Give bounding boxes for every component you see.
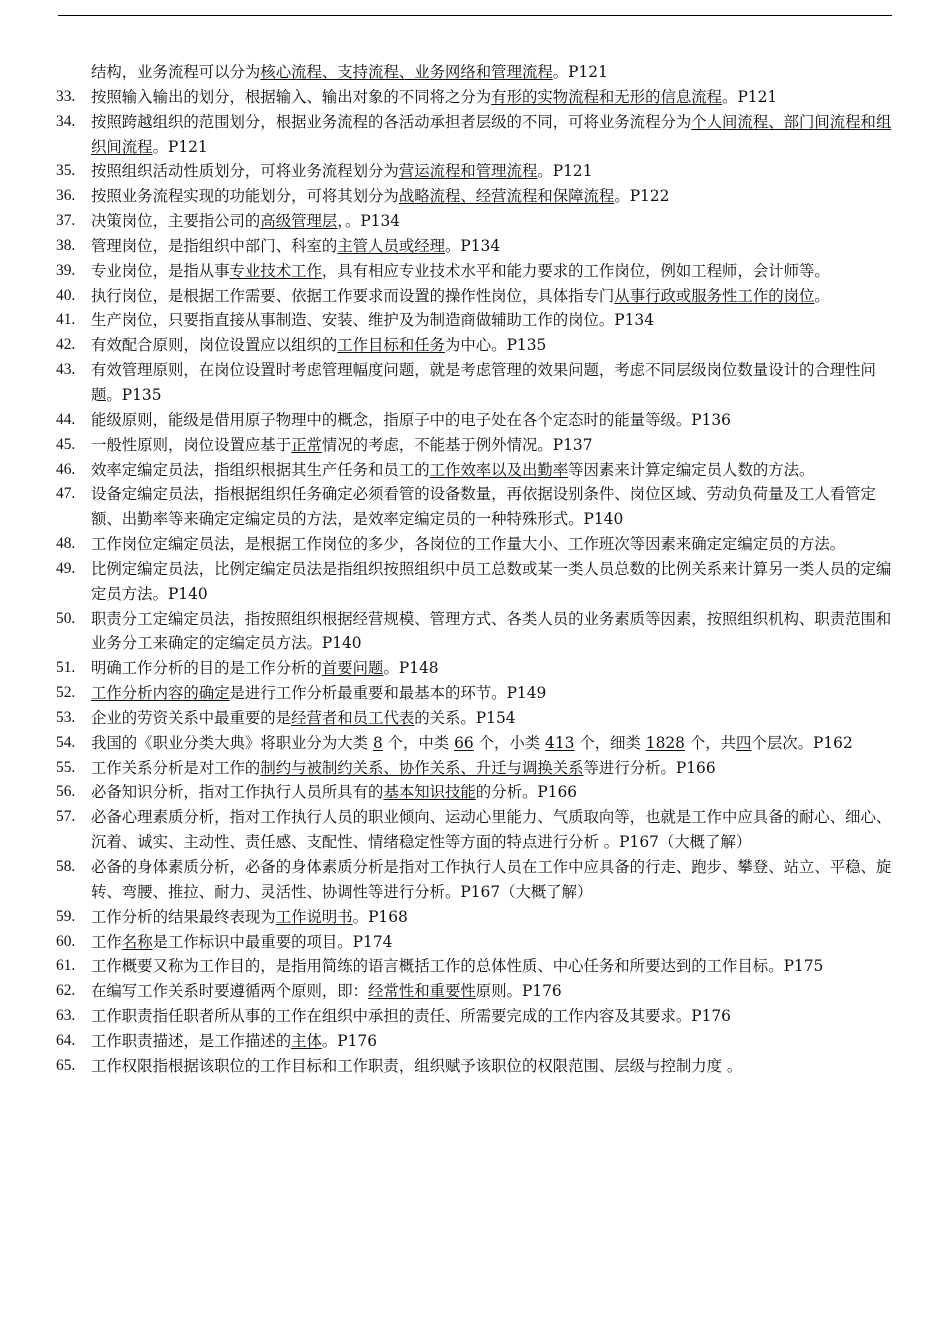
list-item bbox=[0, 979, 950, 1004]
text-segment: 的关系。P154 bbox=[414, 708, 516, 727]
item-number: 39. bbox=[56, 261, 76, 279]
list-item bbox=[0, 1029, 950, 1054]
text-segment: 职责分工定编定员法，指按照组织根据经营规模、管理方式、各类人员的业务素质等因素，按照组织机构、职责范围和业务分工来确定的定编定员方法。P140 bbox=[91, 609, 892, 653]
list-item bbox=[0, 557, 950, 607]
item-number: 47. bbox=[56, 485, 76, 503]
item-text bbox=[91, 957, 823, 975]
list-item bbox=[0, 1054, 950, 1079]
item-number: 50. bbox=[56, 609, 76, 627]
underlined-answer: 高级管理层 bbox=[260, 212, 338, 231]
item-text bbox=[91, 88, 777, 106]
underlined-answer: 8 bbox=[372, 733, 383, 752]
list-item bbox=[0, 930, 950, 955]
text-segment: 。P121 bbox=[552, 63, 608, 81]
list-item bbox=[0, 60, 950, 85]
underlined-answer: 战略流程、经营流程和保障流程 bbox=[398, 187, 615, 206]
item-number: 60. bbox=[56, 932, 76, 950]
underlined-answer: 首要问题 bbox=[321, 659, 384, 678]
list-item bbox=[0, 805, 950, 855]
item-text bbox=[91, 63, 608, 81]
item-number: 36. bbox=[56, 187, 76, 205]
underlined-answer: 制约与被制约关系、协作关系、升迁与调换关系 bbox=[260, 758, 584, 777]
item-number: 59. bbox=[56, 907, 76, 925]
text-segment: 按照业务流程实现的功能划分，可将其划分为 bbox=[91, 187, 399, 206]
list-item bbox=[0, 905, 950, 930]
underlined-answer: 从事行政或服务性工作的岗位 bbox=[614, 286, 815, 305]
text-segment: 工作关系分析是对工作的 bbox=[91, 758, 261, 777]
text-segment: 个，中类 bbox=[382, 733, 455, 752]
underlined-answer: 413 bbox=[545, 733, 575, 752]
item-number: 64. bbox=[56, 1031, 76, 1049]
item-text bbox=[91, 311, 654, 329]
text-segment: 企业的劳资关系中最重要的是 bbox=[91, 708, 292, 727]
text-segment: 等因素来计算定编定员人数的方法。 bbox=[568, 460, 815, 479]
item-text bbox=[91, 436, 592, 454]
list-item bbox=[0, 433, 950, 458]
item-text bbox=[91, 336, 546, 354]
item-number: 49. bbox=[56, 559, 76, 577]
item-number: 61. bbox=[56, 957, 76, 975]
text-segment: 有效管理原则，在岗位设置时考虑管理幅度问题，就是考虑管理的效果问题，考虑不同层级岗位数量设计的合理性问题。P135 bbox=[91, 361, 876, 404]
item-number: 35. bbox=[56, 162, 76, 180]
list-item bbox=[0, 458, 950, 483]
text-segment: 。P176 bbox=[321, 1031, 378, 1050]
list-item bbox=[0, 681, 950, 706]
list-item bbox=[0, 408, 950, 433]
underlined-answer: 基本知识技能 bbox=[383, 783, 476, 802]
text-segment: 生产岗位，只要指直接从事制造、安装、维护及为制造商做辅助工作的岗位。P134 bbox=[91, 311, 655, 330]
text-segment: 。P121 bbox=[722, 87, 778, 106]
item-number: 55. bbox=[56, 758, 76, 776]
text-segment: 工作职责描述，是工作描述的 bbox=[91, 1031, 292, 1050]
item-text bbox=[91, 262, 830, 280]
text-segment: 设备定编定员法，指根据组织任务确定必须看管的设备数量，再依据设别条件、岗位区域、劳动负荷量及工人看管定额、出勤率等来确定定编定员的方法，是效率定编定员的一种特殊形式。P140 bbox=[91, 485, 876, 529]
item-number: 56. bbox=[56, 783, 76, 801]
text-segment: 。P148 bbox=[383, 659, 439, 678]
list-item bbox=[0, 607, 950, 657]
text-segment: 比例定编定员法，比例定编定员法是指组织按照组织中员工总数或某一类人员总数的比例关系来计算另一类人员的定编定员方法。P140 bbox=[91, 559, 892, 603]
text-segment: 按照组织活动性质划分，可将业务流程划分为 bbox=[91, 162, 399, 181]
list-item bbox=[0, 284, 950, 309]
item-text bbox=[91, 808, 891, 851]
underlined-answer: 有形的实物流程和无形的信息流程 bbox=[491, 87, 723, 106]
item-text bbox=[91, 933, 392, 951]
list-item bbox=[0, 85, 950, 110]
underlined-answer: 专业技术工作 bbox=[229, 261, 322, 280]
item-number: 52. bbox=[56, 684, 76, 702]
text-segment: 。P134 bbox=[445, 236, 501, 255]
item-text bbox=[91, 411, 731, 429]
list-item bbox=[0, 308, 950, 333]
text-segment: 工作 bbox=[91, 932, 122, 951]
text-segment: 有效配合原则，岗位设置应以组织的 bbox=[91, 336, 338, 355]
item-number: 41. bbox=[56, 311, 76, 329]
list-item bbox=[0, 532, 950, 557]
text-segment: 工作权限指根据该职位的工作目标和工作职责，组织赋予该职位的权限范围、层级与控制力度 。 bbox=[91, 1056, 743, 1075]
text-segment: 原则。P176 bbox=[475, 982, 562, 1001]
text-segment: 个，共 bbox=[684, 733, 737, 752]
text-segment: 工作分析的结果最终表现为 bbox=[91, 907, 276, 926]
item-text bbox=[91, 908, 408, 926]
item-text bbox=[91, 759, 716, 777]
text-segment: 必备心理素质分析，指对工作执行人员的职业倾向、运动心里能力、气质取向等，也就是工作中应具备的耐心、细心、沉着、诚实、主动性、责任感、支配性、情绪稳定性等方面的特点进行分析 。P167（大概了解） bbox=[91, 808, 892, 852]
text-segment: 为中心。P135 bbox=[445, 336, 547, 355]
underlined-answer: 工作说明书 bbox=[275, 907, 353, 926]
item-text bbox=[91, 610, 891, 653]
item-text bbox=[91, 1007, 731, 1025]
underlined-answer: 主管人员或经理 bbox=[337, 236, 446, 255]
item-number: 48. bbox=[56, 535, 76, 553]
item-text bbox=[91, 113, 891, 156]
item-text bbox=[91, 361, 876, 404]
item-number: 53. bbox=[56, 708, 76, 726]
item-text bbox=[91, 287, 830, 305]
text-segment: 效率定编定员法，指组织根据其生产任务和员工的 bbox=[91, 460, 430, 479]
list-item bbox=[0, 159, 950, 184]
list-item bbox=[0, 780, 950, 805]
list-item bbox=[0, 706, 950, 731]
text-segment: 是进行工作分析最重要和最基本的环节。P149 bbox=[229, 684, 547, 703]
list-item bbox=[0, 333, 950, 358]
text-segment: ，。P134 bbox=[337, 212, 401, 231]
list-item bbox=[0, 756, 950, 781]
text-segment: 。P122 bbox=[614, 187, 670, 206]
text-segment: 。P121 bbox=[152, 137, 208, 156]
text-segment: 工作岗位定编定员法，是根据工作岗位的多少，各岗位的工作量大小、工作班次等因素来确定定编定员的方法。 bbox=[91, 535, 846, 554]
underlined-answer: 1828 bbox=[645, 733, 685, 752]
text-segment: 我国的《职业分类大典》将职业分为大类 bbox=[91, 733, 373, 752]
underlined-answer: 个人间流程、部门间流程和组织间流程 bbox=[91, 112, 892, 156]
item-text bbox=[91, 783, 577, 801]
item-number: 45. bbox=[56, 435, 76, 453]
item-number: 34. bbox=[56, 112, 76, 130]
item-number: 46. bbox=[56, 460, 76, 478]
item-text bbox=[91, 1032, 377, 1050]
text-segment: 明确工作分析的目的是工作分析的 bbox=[91, 659, 322, 678]
header-rule bbox=[58, 15, 892, 16]
list-item bbox=[0, 656, 950, 681]
text-segment: 管理岗位，是指组织中部门、科室的 bbox=[91, 236, 338, 255]
list-item bbox=[0, 209, 950, 234]
text-segment: 工作职责指任职者所从事的工作在组织中承担的责任、所需要完成的工作内容及其要求。P176 bbox=[91, 1007, 731, 1026]
list-item bbox=[0, 954, 950, 979]
list-item bbox=[0, 259, 950, 284]
text-segment: 个，小类 bbox=[473, 733, 546, 752]
underlined-answer: 工作目标和任务 bbox=[337, 336, 446, 355]
item-number: 38. bbox=[56, 236, 76, 254]
underlined-answer: 工作分析内容的确定 bbox=[91, 684, 230, 703]
text-segment: 情况的考虑，不能基于例外情况。P137 bbox=[321, 435, 593, 454]
item-text bbox=[91, 560, 891, 603]
list-item bbox=[0, 358, 950, 408]
text-segment: 的分析。P166 bbox=[475, 783, 578, 802]
item-number: 42. bbox=[56, 336, 76, 354]
item-number: 51. bbox=[56, 659, 76, 677]
underlined-answer: 经常性和重要性 bbox=[368, 982, 476, 1001]
text-segment: 等进行分析。P166 bbox=[583, 758, 716, 777]
underlined-answer: 名称 bbox=[121, 932, 153, 951]
text-segment: 按照跨越组织的范围划分，根据业务流程的各活动承担者层级的不同，可将业务流程分为 bbox=[91, 112, 692, 131]
underlined-answer: 经营者和员工代表 bbox=[291, 708, 415, 727]
text-segment: 在编写工作关系时要遵循两个原则，即： bbox=[91, 982, 369, 1001]
item-number: 40. bbox=[56, 286, 76, 304]
item-number: 37. bbox=[56, 212, 76, 230]
text-segment: 是工作标识中最重要的项目。P174 bbox=[152, 932, 393, 951]
list-item bbox=[0, 855, 950, 905]
list-item bbox=[0, 234, 950, 259]
underlined-answer: 主体 bbox=[291, 1031, 322, 1050]
text-segment: 执行岗位，是根据工作需要、依据工作要求而设置的操作性岗位，具体指专门 bbox=[91, 286, 615, 305]
item-text bbox=[91, 187, 669, 205]
list-item bbox=[0, 184, 950, 209]
item-number: 62. bbox=[56, 982, 76, 1000]
item-number: 57. bbox=[56, 808, 76, 826]
item-number: 44. bbox=[56, 410, 76, 428]
text-segment: ，具有相应专业技术水平和能力要求的工作岗位，例如工程师，会计师等。 bbox=[321, 261, 830, 280]
item-number: 58. bbox=[56, 858, 76, 875]
text-segment: 一般性原则，岗位设置应基于 bbox=[91, 435, 292, 454]
text-segment: 工作概要又称为工作目的，是指用简练的语言概括工作的总体性质、中心任务和所要达到的工作目标。P175 bbox=[91, 957, 824, 976]
underlined-answer: 工作效率以及出勤率 bbox=[429, 460, 569, 479]
item-number: 43. bbox=[56, 361, 76, 379]
text-segment: 。P121 bbox=[537, 162, 593, 181]
item-text bbox=[91, 485, 876, 528]
numbered-list bbox=[0, 60, 950, 1079]
item-number: 54. bbox=[56, 733, 76, 751]
item-text bbox=[91, 535, 845, 553]
text-segment: 个层次。P162 bbox=[751, 733, 853, 752]
item-text bbox=[91, 734, 853, 752]
list-item bbox=[0, 731, 950, 756]
list-item bbox=[0, 110, 950, 160]
item-number: 65. bbox=[56, 1056, 76, 1074]
item-text bbox=[91, 237, 500, 255]
underlined-answer: 四 bbox=[736, 733, 752, 752]
text-segment: 。P168 bbox=[352, 907, 408, 926]
item-text bbox=[91, 858, 891, 901]
list-item bbox=[0, 482, 950, 532]
item-text bbox=[91, 684, 546, 702]
text-segment: 。 bbox=[814, 286, 830, 305]
item-text bbox=[91, 982, 562, 1000]
item-number: 33. bbox=[56, 87, 76, 105]
underlined-answer: 正常 bbox=[291, 435, 322, 454]
item-text bbox=[91, 659, 439, 677]
text-segment: 能级原则，能级是借用原子物理中的概念，指原子中的电子处在各个定态时的能量等级。P136 bbox=[91, 410, 731, 429]
text-segment: 必备的身体素质分析，必备的身体素质分析是指对工作执行人员在工作中应具备的行走、跑步、攀登、站立、平稳、旋转、弯腰、推拉、耐力、灵活性、协调性等进行分析。P167（大概了解） bbox=[91, 858, 892, 901]
item-text bbox=[91, 709, 516, 727]
text-segment: 结构，业务流程可以分为 bbox=[91, 63, 261, 81]
text-segment: 个，细类 bbox=[574, 733, 646, 752]
underlined-answer: 营运流程和管理流程 bbox=[398, 162, 538, 181]
list-item bbox=[0, 1004, 950, 1029]
underlined-answer: 核心流程、支持流程、业务网络和管理流程 bbox=[260, 63, 553, 81]
item-number: 63. bbox=[56, 1007, 76, 1025]
item-text bbox=[91, 162, 592, 180]
text-segment: 必备知识分析，指对工作执行人员所具有的 bbox=[91, 783, 384, 802]
item-text bbox=[91, 461, 814, 479]
underlined-answer: 66 bbox=[454, 733, 474, 752]
item-text bbox=[91, 1057, 742, 1075]
item-text bbox=[91, 212, 400, 230]
text-segment: 按照输入输出的划分，根据输入、输出对象的不同将之分为 bbox=[91, 87, 492, 106]
text-segment: 专业岗位，是指从事 bbox=[91, 261, 230, 280]
text-segment: 决策岗位，主要指公司的 bbox=[91, 212, 261, 231]
